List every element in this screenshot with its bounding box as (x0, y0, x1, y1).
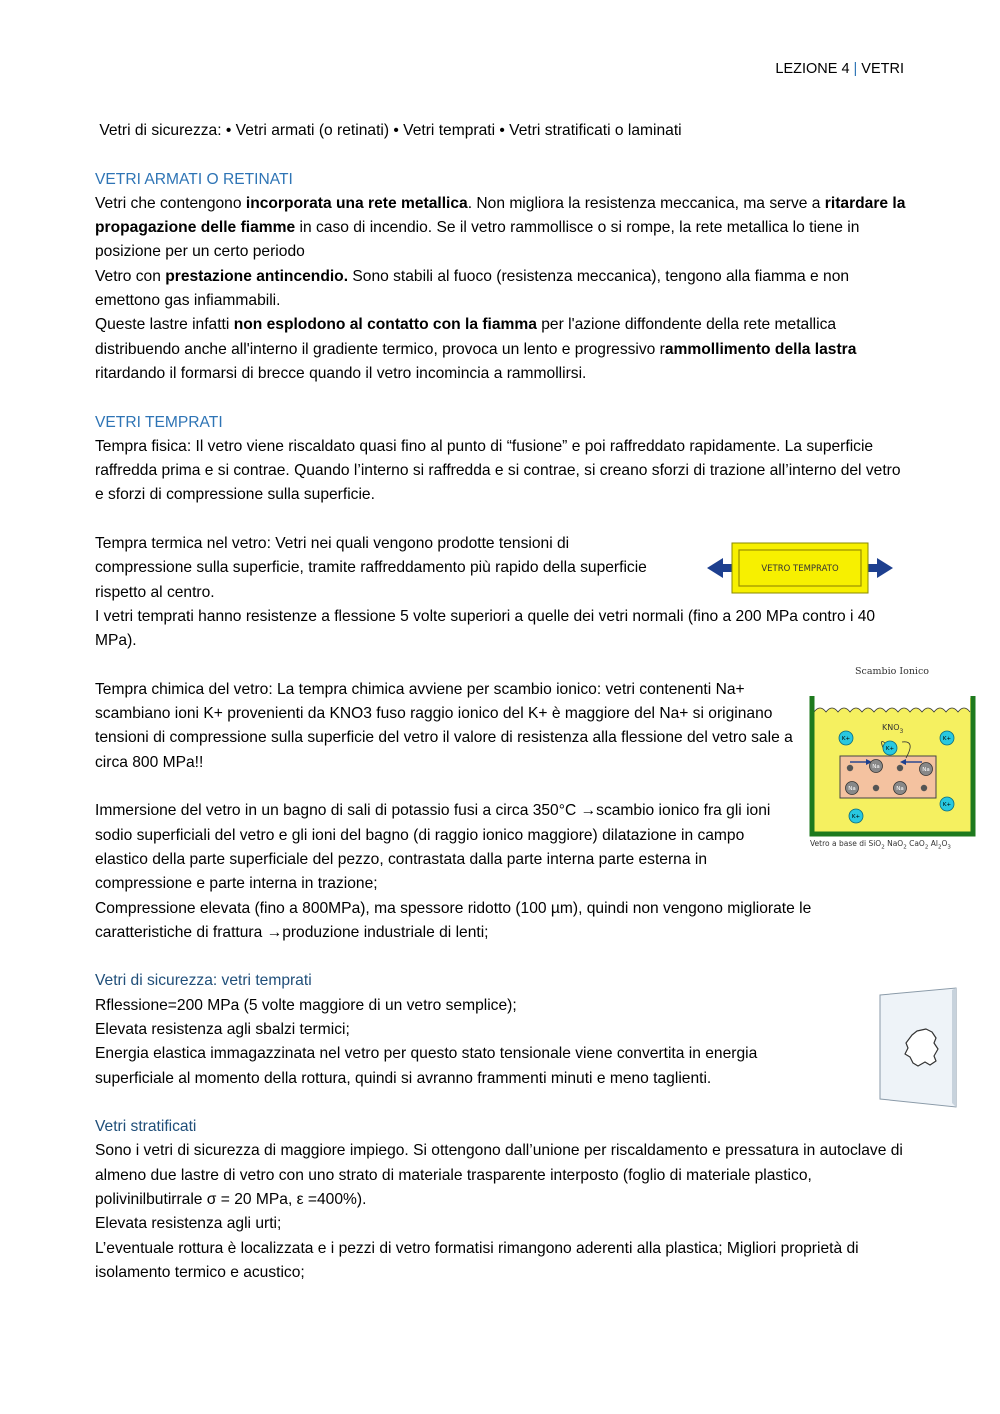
section-title-sicurezza-temprati: Vetri di sicurezza: vetri temprati (95, 972, 312, 990)
svg-text:K+: K+ (885, 746, 895, 752)
ionic-title: Scambio Ionico (854, 666, 930, 677)
header-lesson: LEZIONE 4 (775, 61, 850, 77)
temprati-paragraph-5: Immersione del vetro in un bagno di sali di potassio fusi a circa 350°C →scambio ionico fra gli ioni sodio superficiali del vetro e gli ioni del bagno (di raggio ionico maggiore) dilatazione in campo elastico della parte superficiale del pezzo, contrastata dalla parte interna parte esterna in compressione e parte interna in trazione; (95, 802, 771, 893)
armati-paragraph-3: Queste lastre infatti non esplodono al contatto con la fiamma per l'azione diffondente della rete metallica distribuendo anche all'interno il gradiente termico, provoca un lento e progressivo rammollimento della lastra ritardando il formarsi di brecce quando il vetro incomincia a rammollirsi. (95, 316, 857, 382)
tempered-glass-figure (705, 538, 895, 598)
svg-text:K+: K+ (851, 814, 861, 820)
svg-text:K+: K+ (942, 736, 952, 742)
header-separator: | (853, 61, 858, 77)
temprati-paragraph-4: Tempra chimica del vetro: La tempra chimica avviene per scambio ionico: vetri contenenti Na+ scambiano ioni K+ provenienti da KNO3 fuso raggio ionico del K+ è maggiore del Na+ si originano tensioni di compressione sulla superficie del vetro il valore di resistenza alla flessione del vetro sale a circa 800 MPa!! (95, 680, 793, 771)
intro-line: Vetri di sicurezza: • Vetri armati (o retinati) • Vetri temprati • Vetri stratificati o laminati (99, 122, 682, 139)
svg-text:Na: Na (922, 767, 930, 773)
left-arrow-icon (707, 558, 723, 578)
right-arrow-icon (877, 558, 893, 578)
temprati-paragraph-2: Tempra termica nel vetro: Vetri nei quali vengono prodotte tensioni di compressione sulla superficie, tramite raffreddamento più rapido della superficie rispetto al centro. (95, 535, 647, 601)
stratificati-paragraph-2: Elevata resistenza agli urti; (95, 1215, 282, 1233)
svg-text:K+: K+ (942, 802, 952, 808)
tempered-label: VETRO TEMPRATO (761, 564, 839, 574)
section-title-armati: VETRI ARMATI O RETINATI (95, 170, 293, 188)
header-topic: VETRI (861, 61, 904, 77)
broken-glass-pane-icon (876, 985, 958, 1110)
armati-paragraph-1: Vetri che contengono incorporata una rete metallica. Non migliora la resistenza meccanica, ma serve a ritardare la propagazione delle fiamme in caso di incendio. Se il vetro rammollisce o si rompe, la rete metallica lo tiene in posizione per un certo periodo (95, 194, 906, 261)
temprati-paragraph-3: I vetri temprati hanno resistenze a flessione 5 volte superiori a quelle dei vetri normali (fino a 200 MPa contro i 40 MPa). (95, 607, 876, 650)
armati-paragraph-2: Vetro con prestazione antincendio. Sono stabili al fuoco (resistenza meccanica), tengono alla fiamma e non emettono gas infiammabili. (95, 267, 850, 310)
stratificati-paragraph-3: L’eventuale rottura è localizzata e i pezzi di vetro formatisi rimangono aderenti alla plastica; Migliori proprietà di isolamento termico e acustico; (95, 1239, 859, 1281)
page-header (775, 61, 904, 77)
section-title-stratificati: Vetri stratificati (95, 1118, 197, 1136)
section-title-temprati: VETRI TEMPRATI (95, 413, 223, 431)
ionic-exchange-figure (806, 660, 981, 855)
sicurezza-paragraph-1: Rflessione=200 MPa (5 volte maggiore di un vetro semplice); (95, 996, 517, 1014)
temprati-paragraph-6: Compressione elevata (fino a 800MPa), ma spessore ridotto (100 µm), quindi non vengono migliorate le caratteristiche di frattura →produzione industriale di lenti; (95, 899, 812, 941)
svg-text:Na: Na (848, 786, 856, 792)
svg-text:K+: K+ (841, 736, 851, 742)
svg-text:Na: Na (896, 786, 904, 792)
bath-label: $KNO_3$ (882, 723, 904, 735)
stratificati-paragraph-1: Sono i vetri di sicurezza di maggiore impiego. Si ottengono dall’unione per riscaldamento e pressatura in autoclave di almeno due lastre di vetro con uno strato di materiale trasparente interposto (foglio di materiale plastico, polivinilbutirrale σ = 20 MPa, ε =400%). (95, 1142, 903, 1209)
svg-text:Na: Na (872, 764, 880, 770)
sicurezza-paragraph-3: Energia elastica immagazzinata nel vetro per questo stato tensionale viene convertita in energia superficiale al momento della rottura, quindi si avranno frammenti minuti e meno taglienti. (95, 1045, 758, 1087)
temprati-paragraph-1: Tempra fisica: Il vetro viene riscaldato quasi fino al punto di “fusione” e poi raffreddato rapidamente. La superficie raffredda prima e si contrae. Quando l’interno si raffredda e si contrae, si creano sforzi di trazione all’interno del vetro e sforzi di compressione sulla superficie. (95, 437, 901, 504)
sicurezza-paragraph-2: Elevata resistenza agli sbalzi termici; (95, 1020, 350, 1038)
document-body (95, 119, 907, 1285)
ionic-caption: Vetro a base di SiO$_2$ NaO$_2$ CaO$_2$ $Al_2O_3$ (810, 839, 951, 851)
